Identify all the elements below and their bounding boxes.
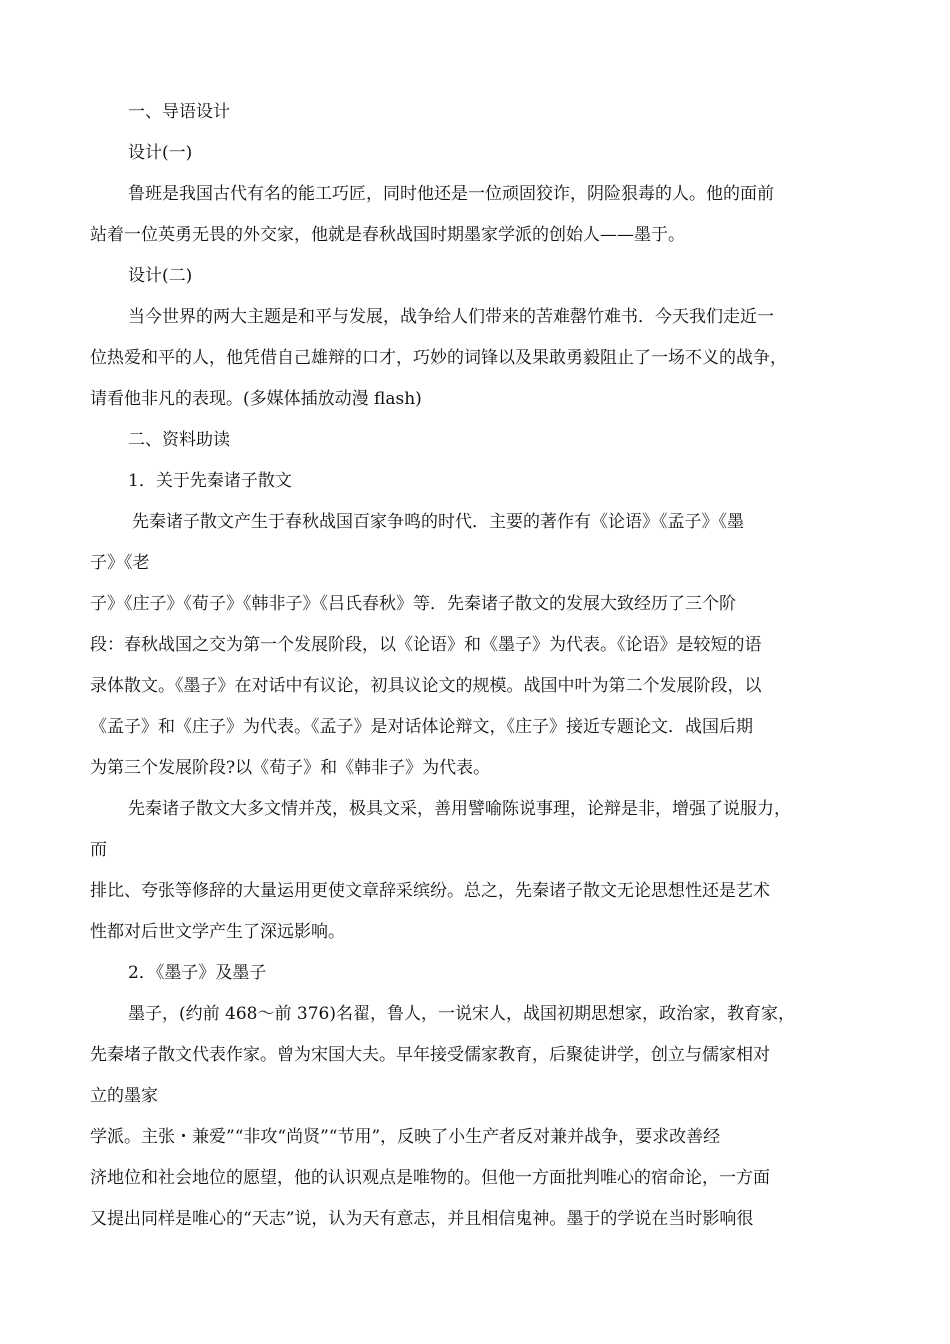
text-line: 排比、夸张等修辞的大量运用更使文章辞采缤纷。总之，先秦诸子散文无论思想性还是艺术 [90,881,770,901]
text-line: 鲁班是我国古代有名的能工巧匠，同时他还是一位顽固狡诈，阴险狠毒的人。他的面前 [128,184,774,204]
text-line: 先秦堵子散文代表作家。曾为宋国大夫。早年接受儒家教育，后聚徒讲学，创立与儒家相对 [90,1045,770,1065]
text-line: 而 [90,840,107,860]
text-line: 站着一位英勇无畏的外交家，他就是春秋战国时期墨家学派的创始人——墨于。 [90,225,685,245]
text-line: 子》《老 [90,553,150,573]
text-line: 立的墨家 [90,1086,158,1106]
text-line: 1．关于先秦诸子散文 [128,471,292,491]
text-line: 性都对后世文学产生了深远影响。 [90,922,345,942]
text-line: 二、资料助读 [128,430,230,450]
text-line: 学派。主张・兼爱”“非攻“尚贤”“节用”，反映了小生产者反对兼并战争，要求改善经 [90,1127,721,1147]
text-line: 当今世界的两大主题是和平与发展，战争给人们带来的苦难罄竹难书．今天我们走近一 [128,307,774,327]
text-line: 设计(二) [128,266,193,286]
text-line: 位热爱和平的人，他凭借自己雄辩的口才，巧妙的词锋以及果敢勇毅阻止了一场不义的战争， [90,348,787,368]
text-line: 子》《庄子》《荀子》《韩非子》《吕氏春秋》等．先秦诸子散文的发展大致经历了三个阶 [90,594,736,614]
text-line: 请看他非凡的表现。(多媒体插放动漫 flash) [90,389,422,409]
text-line: 一、导语设计 [128,102,230,122]
text-line: 为第三个发展阶段?以《荀子》和《韩非子》为代表。 [90,758,491,778]
text-line: 2．《墨子》及墨子 [128,963,267,983]
text-line: 先秦诸子散文产生于春秋战国百家争鸣的时代．主要的著作有《论语》《孟子》《墨 [132,512,744,532]
text-line: 《孟子》和《庄子》为代表。《孟子》是对话体论辩文，《庄子》接近专题论文．战国后期 [90,717,753,737]
text-line: 先秦诸子散文大多文情并茂，极具文采，善用譬喻陈说事理，论辩是非，增强了说服力， [128,799,791,819]
document-page [90,92,870,1240]
text-line: 设计(一) [128,143,193,163]
text-line: 录体散文。《墨子》在对话中有议论，初具议论文的规模。战国中叶为第二个发展阶段，以 [90,676,762,696]
text-line: 又提出同样是唯心的“天志”说，认为天有意志，并且相信鬼神。墨于的学说在当时影响很 [90,1209,754,1229]
text-line: 墨子，(约前 468～前 376)名翟，鲁人，一说宋人，战国初期思想家，政治家，教育家， [128,1004,795,1024]
text-line: 济地位和社会地位的愿望，他的认识观点是唯物的。但他一方面批判唯心的宿命论，一方面 [90,1168,770,1188]
text-line: 段：春秋战国之交为第一个发展阶段，以《论语》和《墨子》为代表。《论语》是较短的语 [90,635,762,655]
